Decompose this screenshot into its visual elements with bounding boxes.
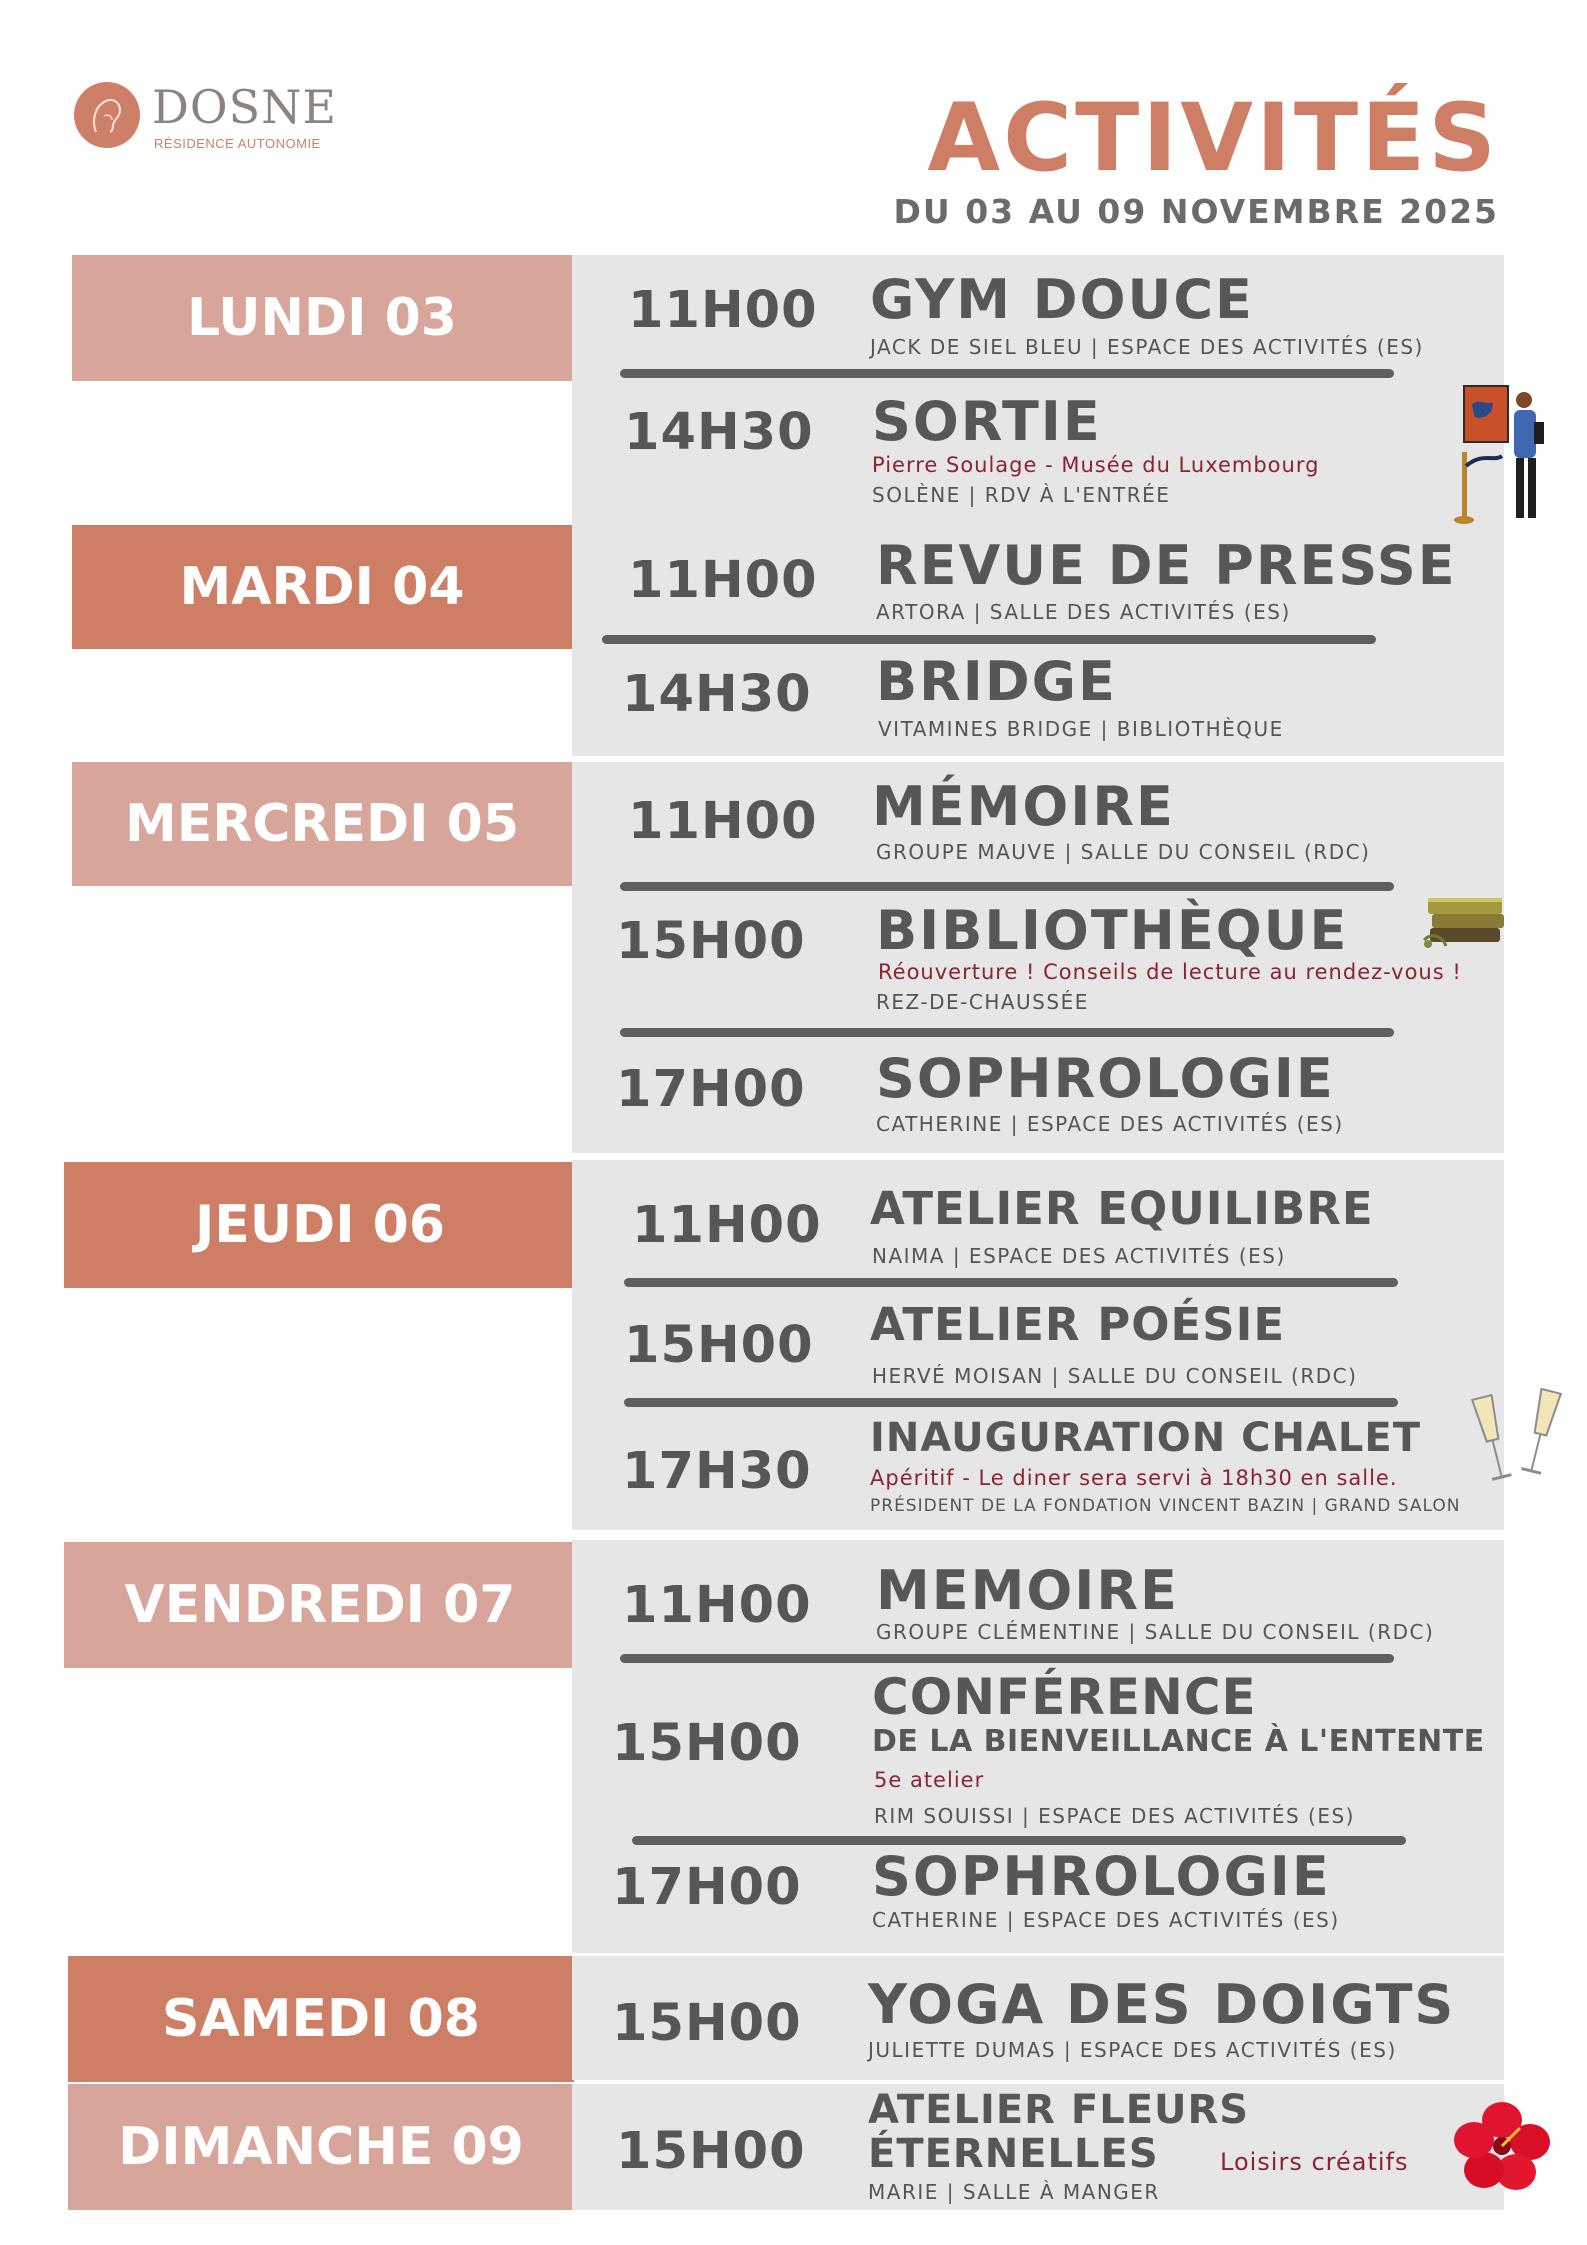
divider [602,635,1376,644]
event-meta: REZ-DE-CHAUSSÉE [876,990,1089,1014]
event-time: 11H00 [628,281,818,340]
event-title: MÉMOIRE [872,775,1175,838]
event-meta: SOLÈNE | RDV À L'ENTRÉE [872,483,1171,507]
event-title: INAUGURATION CHALET [870,1415,1421,1461]
day-label-vendredi: VENDREDI 07 [64,1542,576,1668]
day-panel-mardi [572,525,1504,756]
event-note: Apéritif - Le diner sera servi à 18h30 en salle. [870,1466,1398,1490]
event-time: 14H30 [622,665,812,724]
event-title: SORTIE [872,390,1102,453]
event-meta: ARTORA | SALLE DES ACTIVITÉS (ES) [876,600,1291,624]
divider [624,1398,1398,1407]
day-label-samedi: SAMEDI 08 [68,1956,574,2082]
day-panel-jeudi [572,1160,1504,1530]
event-meta: GROUPE MAUVE | SALLE DU CONSEIL (RDC) [876,840,1371,864]
day-label-dimanche: DIMANCHE 09 [68,2084,574,2210]
logo-subtitle: RÉSIDENCE AUTONOMIE [154,136,321,151]
day-label-lundi: LUNDI 03 [72,255,572,381]
event-note: Réouverture ! Conseils de lecture au rendez-vous ! [878,960,1462,984]
event-time: 17H00 [616,1060,806,1119]
event-time: 15H00 [624,1316,814,1375]
event-meta: RIM SOUISSI | ESPACE DES ACTIVITÉS (ES) [874,1804,1355,1828]
event-meta: CATHERINE | ESPACE DES ACTIVITÉS (ES) [876,1112,1344,1136]
event-title: ATELIER FLEURS [868,2087,1250,2133]
event-title: BRIDGE [876,650,1117,713]
event-time: 11H00 [628,551,818,610]
event-title: SOPHROLOGIE [872,1845,1331,1908]
date-range: DU 03 AU 09 NOVEMBRE 2025 [893,192,1499,231]
event-time: 11H00 [628,792,818,851]
books-icon [1420,880,1512,960]
page-title: ACTIVITÉS [927,84,1499,193]
day-panel-mercredi [572,762,1504,1153]
event-title: ATELIER EQUILIBRE [870,1182,1374,1235]
museum-visitor-icon [1452,382,1552,532]
event-meta: GROUPE CLÉMENTINE | SALLE DU CONSEIL (RDC) [876,1620,1435,1644]
divider [624,1278,1398,1287]
event-title: YOGA DES DOIGTS [868,1973,1456,2036]
event-time: 14H30 [624,403,814,462]
event-title: GYM DOUCE [870,268,1254,331]
event-title: MEMOIRE [876,1559,1179,1622]
event-time: 17H30 [622,1442,812,1501]
divider [620,882,1394,891]
event-title: REVUE DE PRESSE [876,534,1457,597]
event-time: 11H00 [632,1196,822,1255]
event-title: ATELIER POÉSIE [870,1298,1286,1351]
divider [620,1028,1394,1037]
day-label-mardi: MARDI 04 [72,525,572,649]
logo-name: DOSNE [152,80,337,134]
event-note: Loisirs créatifs [1220,2148,1409,2176]
event-time: 11H00 [622,1576,812,1635]
logo [74,80,337,160]
event-meta: NAIMA | ESPACE DES ACTIVITÉS (ES) [872,1244,1286,1268]
divider [620,369,1394,378]
day-panel-samedi [572,1956,1504,2080]
event-time: 15H00 [616,912,806,971]
event-time: 15H00 [616,2122,806,2181]
hibiscus-flower-icon [1450,2098,1554,2194]
champagne-glasses-icon [1464,1386,1572,1502]
event-meta: CATHERINE | ESPACE DES ACTIVITÉS (ES) [872,1908,1340,1932]
event-title: ÉTERNELLES [868,2131,1159,2177]
day-label-jeudi: JEUDI 06 [64,1162,576,1288]
event-note: 5e atelier [874,1768,985,1792]
event-meta: VITAMINES BRIDGE | BIBLIOTHÈQUE [878,717,1284,741]
event-meta: PRÉSIDENT DE LA FONDATION VINCENT BAZIN | GRAND SALON [870,1496,1461,1516]
divider [620,1654,1394,1663]
event-subtitle: DE LA BIENVEILLANCE À L'ENTENTE [872,1724,1485,1759]
event-time: 17H00 [612,1858,802,1917]
event-title: BIBLIOTHÈQUE [876,899,1349,962]
event-meta: HERVÉ MOISAN | SALLE DU CONSEIL (RDC) [872,1364,1358,1388]
day-panel-dimanche [572,2084,1504,2210]
event-note: Pierre Soulage - Musée du Luxembourg [872,453,1320,477]
event-title: SOPHROLOGIE [876,1047,1335,1110]
day-panel-lundi [572,255,1504,525]
event-title: CONFÉRENCE [872,1668,1257,1726]
day-panel-vendredi [572,1540,1504,1953]
event-time: 15H00 [612,1994,802,2053]
divider [632,1836,1406,1845]
day-label-mercredi: MERCREDI 05 [72,762,572,886]
event-time: 15H00 [612,1714,802,1773]
event-meta: JACK DE SIEL BLEU | ESPACE DES ACTIVITÉS (ES) [870,335,1424,359]
logo-emblem-icon [74,82,140,148]
event-meta: MARIE | SALLE À MANGER [868,2180,1160,2204]
event-meta: JULIETTE DUMAS | ESPACE DES ACTIVITÉS (ES) [868,2038,1397,2062]
